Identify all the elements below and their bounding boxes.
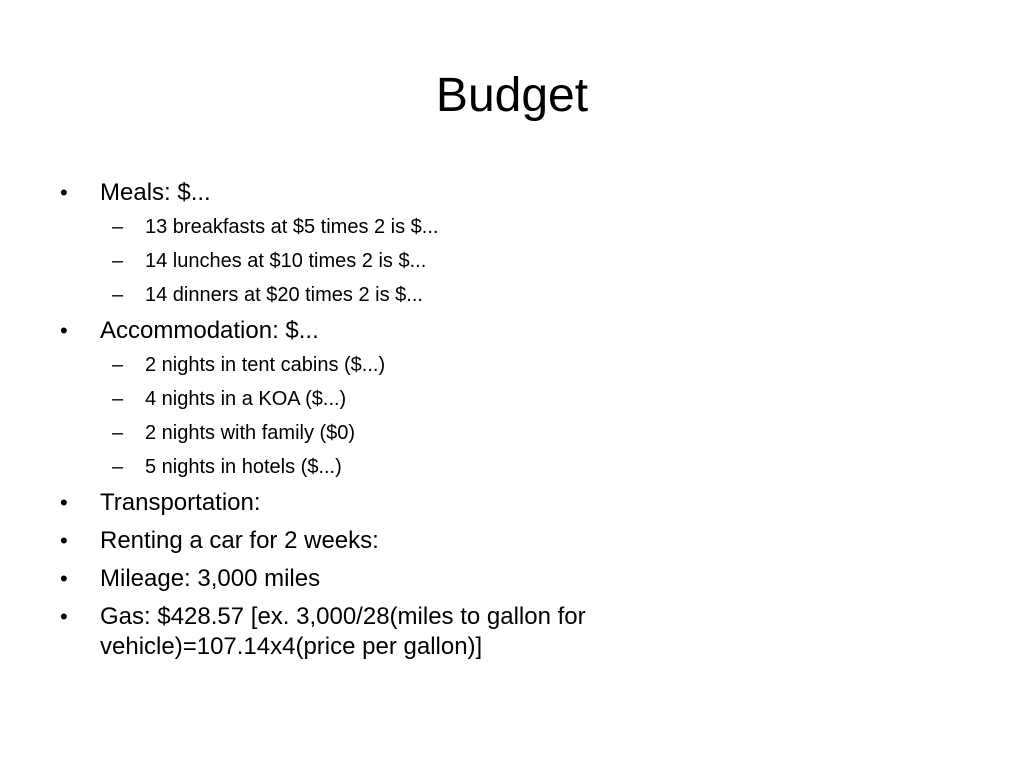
bullet-text: Accommodation: $... [100, 317, 319, 344]
bullet-icon: • [60, 604, 68, 629]
sub-list-meals [60, 214, 760, 308]
sub-item [112, 282, 760, 308]
bullet-text: Meals: $... [100, 179, 211, 206]
bullet-text: Renting a car for 2 weeks: [100, 527, 379, 554]
bullet-icon: • [60, 528, 68, 553]
sub-item-text: 2 nights with family ($0) [145, 422, 356, 444]
bullet-item-gas [60, 602, 760, 662]
bullet-item-transportation [60, 488, 760, 518]
bullet-item-car-rental [60, 526, 760, 556]
dash-icon: – [112, 216, 124, 238]
bullet-item-mileage [60, 564, 760, 594]
sub-item-text: 13 breakfasts at $5 times 2 is $... [145, 216, 439, 238]
dash-icon: – [112, 456, 124, 478]
sub-list-accommodation [60, 352, 760, 480]
bullet-icon: • [60, 566, 68, 591]
bullet-text: Mileage: 3,000 miles [100, 565, 321, 592]
bullet-text: Gas: $428.57 [ex. 3,000/28(miles to gallon for vehicle)=107.14x4(price per gallon)] [100, 603, 586, 660]
sub-item [112, 454, 760, 480]
sub-item [112, 386, 760, 412]
bullet-item-meals [60, 178, 760, 208]
sub-item-text: 14 lunches at $10 times 2 is $... [145, 250, 427, 272]
dash-icon: – [112, 250, 124, 272]
sub-item [112, 248, 760, 274]
bullet-text: Transportation: [100, 489, 261, 516]
bullet-list [60, 178, 760, 670]
sub-item [112, 420, 760, 446]
sub-item-text: 2 nights in tent cabins ($...) [145, 354, 386, 376]
sub-item-text: 5 nights in hotels ($...) [145, 456, 342, 478]
sub-item-text: 4 nights in a KOA ($...) [145, 388, 347, 410]
dash-icon: – [112, 284, 124, 306]
sub-item [112, 352, 760, 378]
slide-title: Budget [435, 69, 589, 122]
bullet-icon: • [60, 180, 68, 205]
bullet-item-accommodation [60, 316, 760, 346]
sub-item [112, 214, 760, 240]
dash-icon: – [112, 422, 124, 444]
bullet-icon: • [60, 318, 68, 343]
sub-item-text: 14 dinners at $20 times 2 is $... [145, 284, 423, 306]
dash-icon: – [112, 388, 124, 410]
dash-icon: – [112, 354, 124, 376]
bullet-icon: • [60, 490, 68, 515]
